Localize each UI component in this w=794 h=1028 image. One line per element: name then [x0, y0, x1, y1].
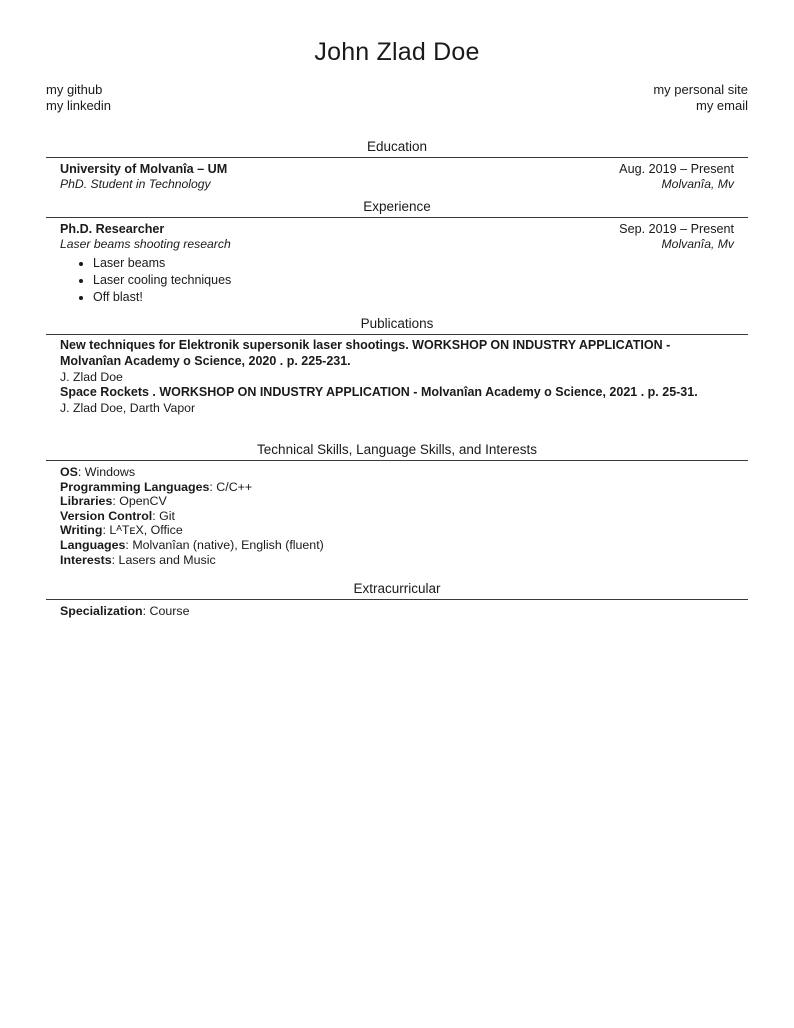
section-skills — [0, 442, 794, 567]
education-degree: PhD. Student in Technology — [60, 177, 211, 191]
kv-separator: : — [209, 479, 217, 494]
experience-role: Ph.D. Researcher — [60, 222, 165, 236]
skills-body — [46, 461, 748, 567]
publication-citation: New techniques for Elektronik supersonik laser shootings. WORKSHOP ON INDUSTRY APPLICATION - Molvanîan Academy o Science, 2020 . p. 225-231. — [60, 338, 671, 368]
linkedin-link[interactable]: my linkedin — [46, 97, 112, 113]
skill-row-programming-languages — [60, 480, 734, 495]
section-title-education: Education — [46, 139, 748, 158]
section-title-experience: Experience — [46, 199, 748, 218]
section-title-publications: Publications — [46, 316, 748, 335]
kv-separator: : — [77, 464, 85, 479]
publication-authors: J. Zlad Doe, Darth Vapor — [60, 401, 196, 416]
skill-label: Languages — [60, 537, 126, 552]
section-title-extracurricular: Extracurricular — [46, 581, 748, 600]
experience-entry-subheader — [60, 237, 734, 252]
skill-label: Version Control — [60, 508, 153, 523]
email-link[interactable]: my email — [695, 97, 748, 113]
experience-bullet-list — [60, 255, 734, 306]
section-experience — [0, 199, 794, 306]
skill-row-os — [60, 465, 734, 480]
skill-value: Windows — [84, 464, 136, 479]
kv-separator: : — [111, 552, 119, 567]
education-entry-subheader — [60, 177, 734, 192]
skill-label: Programming Languages — [60, 479, 210, 494]
skill-label: OS — [60, 464, 78, 479]
section-publications — [0, 316, 794, 417]
github-link[interactable]: my github — [46, 82, 103, 97]
education-body — [46, 158, 748, 192]
kv-separator: : — [112, 494, 120, 509]
skill-row-languages — [60, 538, 734, 553]
skill-value: Lasers and Music — [118, 552, 216, 567]
experience-bullet: • Off blast! — [93, 289, 734, 306]
kv-separator: : — [152, 508, 160, 523]
section-education — [0, 139, 794, 192]
skill-value: Molvanîan (native), English (fluent) — [132, 537, 324, 552]
experience-bullet: • Laser beams — [93, 255, 734, 272]
contact-links-left — [46, 82, 111, 113]
education-dates: Aug. 2019 – Present — [619, 162, 734, 176]
experience-body — [46, 218, 748, 306]
education-location: Molvanîa, Mv — [661, 177, 734, 191]
education-entry-header — [60, 161, 734, 177]
skill-value: LᴬTᴇX, Office — [109, 523, 183, 538]
extracurricular-value: Course — [149, 604, 190, 619]
skill-value: OpenCV — [119, 494, 167, 509]
experience-entry-header — [60, 221, 734, 237]
experience-dates: Sep. 2019 – Present — [619, 222, 734, 236]
kv-separator: : — [125, 537, 133, 552]
skill-row-libraries — [60, 494, 734, 509]
skill-row-writing — [60, 523, 734, 538]
experience-location: Molvanîa, Mv — [661, 237, 734, 251]
extracurricular-row-specialization — [60, 604, 734, 619]
skill-row-version-control — [60, 509, 734, 524]
skill-value: C/C++ — [216, 479, 253, 494]
skill-label: Libraries — [60, 494, 113, 509]
publications-body — [46, 335, 748, 417]
skill-label: Writing — [60, 523, 103, 538]
education-institution: University of Molvanîa – UM — [60, 162, 228, 176]
extracurricular-label: Specialization — [60, 604, 143, 619]
contact-links — [0, 82, 794, 113]
personal-site-link[interactable]: my personal site — [653, 82, 748, 97]
section-extracurricular — [0, 581, 794, 619]
contact-links-right — [653, 82, 748, 113]
skill-label: Interests — [60, 552, 112, 567]
extracurricular-body — [46, 600, 748, 619]
skill-value: Git — [159, 508, 175, 523]
skill-row-interests — [60, 553, 734, 568]
section-title-skills: Technical Skills, Language Skills, and Interests — [46, 442, 748, 461]
kv-separator: : — [102, 523, 110, 538]
kv-separator: : — [142, 604, 150, 619]
publication-authors: J. Zlad Doe — [60, 369, 123, 384]
experience-bullet: • Laser cooling techniques — [93, 272, 734, 289]
publication-citation: Space Rockets . WORKSHOP ON INDUSTRY APPLICATION - Molvanîan Academy o Science, 2021 . p. 25-31. — [60, 385, 698, 400]
experience-subtitle: Laser beams shooting research — [60, 237, 231, 251]
page-title: John Zlad Doe — [314, 38, 480, 66]
